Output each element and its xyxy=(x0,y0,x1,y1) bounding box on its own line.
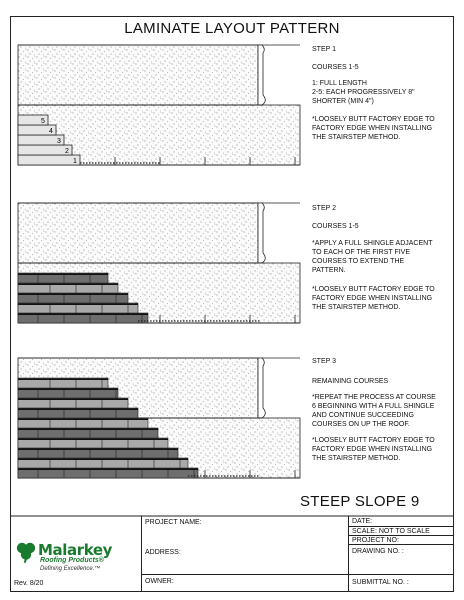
step1-subheading: COURSES 1-5 xyxy=(312,64,359,71)
step3-note-2: *LOOSELY BUTT FACTORY EDGE TO FACTORY EDGE WHEN INSTALLING THE STAIRSTEP METHOD. xyxy=(312,437,435,462)
course-number: 3 xyxy=(57,138,61,145)
step2-heading: STEP 2 xyxy=(312,205,336,212)
owner-label: OWNER: xyxy=(145,578,174,585)
panel-1-course-1 xyxy=(18,155,80,165)
title-block-divider-left xyxy=(141,516,142,592)
shamrock-icon xyxy=(14,540,38,564)
panel-2-underlayment-roll xyxy=(18,203,258,263)
panel-2-roll-curl xyxy=(258,203,265,263)
drawing-no-label: DRAWING NO. : xyxy=(352,548,404,555)
logo-wordmark: Malarkey xyxy=(38,541,113,559)
address-label: ADDRESS: xyxy=(145,549,181,556)
project-no-label: PROJECT NO: xyxy=(352,537,399,544)
logo-tagline: Defining Excellence.™ xyxy=(40,566,101,572)
date-label: DATE: xyxy=(352,518,373,525)
step2-subheading: COURSES 1-5 xyxy=(312,223,359,230)
logo-subtitle: Roofing Products® xyxy=(40,557,104,564)
title-block-row-line-4 xyxy=(348,574,454,575)
step3-heading: STEP 3 xyxy=(312,358,336,365)
step2-note-2: *LOOSELY BUTT FACTORY EDGE TO FACTORY EDGE WHEN INSTALLING THE STAIRSTEP METHOD. xyxy=(312,286,435,311)
page-title: LAMINATE LAYOUT PATTERN xyxy=(124,20,340,37)
scale-label: SCALE: NOT TO SCALE xyxy=(352,528,430,535)
submittal-no-label: SUBMITTAL NO. : xyxy=(352,579,409,586)
step3-subheading: REMAINING COURSES xyxy=(312,378,389,385)
course-number: 2 xyxy=(65,148,69,155)
slope-title: STEEP SLOPE 9 xyxy=(300,493,420,510)
revision-label: Rev. 8/20 xyxy=(14,580,44,587)
step1-item-1: 1: FULL LENGTH xyxy=(312,80,367,87)
panel-1-underlayment-roll xyxy=(18,45,258,105)
step2-note-1: *APPLY A FULL SHINGLE ADJACENT TO EACH OF THE FIRST FIVE COURSES TO EXTEND THE PATTERN. xyxy=(312,240,433,274)
panel-1-roll-curl xyxy=(258,45,265,105)
step1-item-2: 2-5: EACH PROGRESSIVELY 8" SHORTER (MIN 4") xyxy=(312,89,415,105)
step1-note: *LOOSELY BUTT FACTORY EDGE TO FACTORY EDGE WHEN INSTALLING THE STAIRSTEP METHOD. xyxy=(312,116,435,141)
course-number: 1 xyxy=(73,158,77,165)
project-name-label: PROJECT NAME: xyxy=(145,519,202,526)
panel-3-roll-curl xyxy=(258,358,265,418)
step1-heading: STEP 1 xyxy=(312,46,336,53)
title-block-row-line-1 xyxy=(348,526,454,527)
title-block-owner-line xyxy=(141,574,348,575)
panel-1-course-2 xyxy=(18,145,72,155)
course-number: 5 xyxy=(41,118,45,125)
course-number: 4 xyxy=(49,128,53,135)
title-block-divider-right xyxy=(348,516,349,592)
step3-note-1: *REPEAT THE PROCESS AT COURSE 6 BEGINNING WITH A FULL SHINGLE AND CONTINUE SUCCEEDING COURSES ON UP THE ROOF. xyxy=(312,394,436,428)
